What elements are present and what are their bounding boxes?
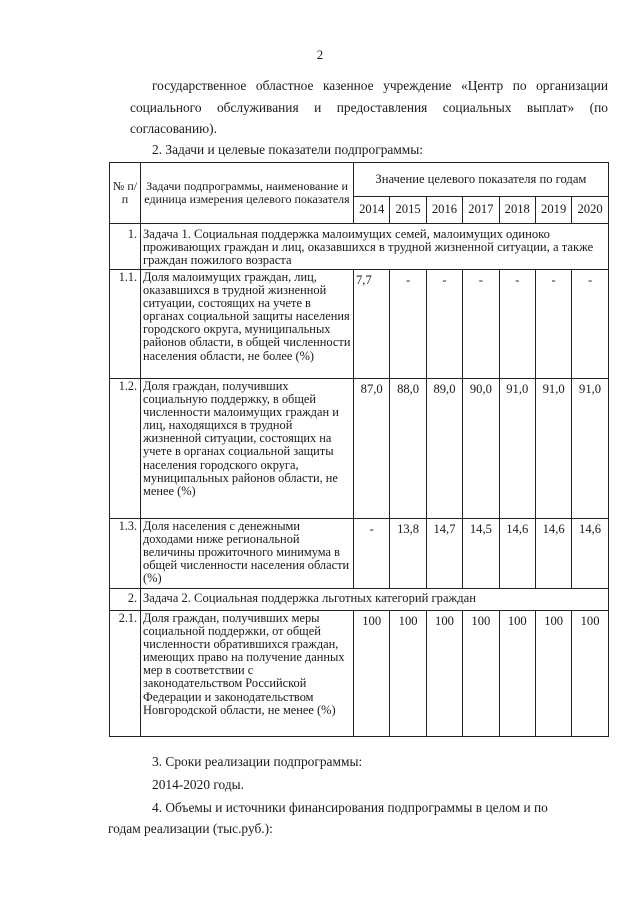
indicator-text: Доля малоимущих граждан, лиц, оказавшихся в трудной жизненной ситуации, состоящих на учете в органах социальной защиты населения городского округа, муниципальных районов области, в общей численности населения области, не более (%)	[141, 270, 354, 379]
year-header: 2014	[354, 197, 390, 224]
indicator-value: -	[463, 270, 499, 379]
indicator-value: 100	[354, 611, 390, 737]
table-row-indicator-1-1	[110, 270, 609, 379]
indicator-value: -	[572, 270, 608, 379]
indicator-value: -	[354, 519, 390, 589]
year-header: 2020	[572, 197, 608, 224]
indicator-value: 88,0	[390, 379, 426, 519]
row-number: 2.	[110, 589, 141, 611]
indicator-value: 89,0	[426, 379, 462, 519]
section-3-heading: 3. Сроки реализации подпрограммы:	[152, 754, 363, 769]
indicator-value: 14,6	[499, 519, 535, 589]
indicator-value: 7,7	[354, 270, 390, 379]
indicator-value: 100	[535, 611, 571, 737]
indicator-value: 14,6	[535, 519, 571, 589]
row-number: 1.2.	[110, 379, 141, 519]
section-3-value: 2014-2020 годы.	[152, 777, 244, 792]
task-text: Задача 1. Социальная поддержка малоимущих семей, малоимущих одиноко проживающих граждан и лиц, оказавшихся в трудной жизненной ситуации, а также граждан пожилого возраста	[141, 224, 609, 270]
header-target-value: Значение целевого показателя по годам	[354, 163, 609, 197]
indicator-value: 91,0	[535, 379, 571, 519]
year-header: 2018	[499, 197, 535, 224]
section-4-heading-continued: годам реализации (тыс.руб.):	[108, 821, 273, 836]
section-4-heading: 4. Объемы и источники финансирования подпрограммы в целом и по	[152, 800, 548, 815]
indicator-value: 87,0	[354, 379, 390, 519]
indicator-value: 90,0	[463, 379, 499, 519]
indicator-value: 14,5	[463, 519, 499, 589]
table-row-indicator-2-1	[110, 611, 609, 737]
indicator-value: 91,0	[572, 379, 608, 519]
indicator-value: -	[499, 270, 535, 379]
indicator-value: 100	[499, 611, 535, 737]
year-header: 2015	[390, 197, 426, 224]
table-row-task-1	[110, 224, 609, 270]
table-row-task-2	[110, 589, 609, 611]
row-number: 1.	[110, 224, 141, 270]
header-number: № п/п	[110, 163, 141, 224]
indicator-text: Доля граждан, получивших социальную поддержку, в общей численности малоимущих граждан и лиц, находящихся в трудной жизненной ситуации, состоящих на учете в органах социальной защиты населения городского округа, муниципальных районов области, не менее (%)	[141, 379, 354, 519]
indicator-text: Доля населения с денежными доходами ниже региональной величины прожиточного минимума в общей численности населения области (%)	[141, 519, 354, 589]
indicator-value: -	[426, 270, 462, 379]
indicator-value: 100	[463, 611, 499, 737]
indicator-value: 13,8	[390, 519, 426, 589]
indicator-value: 14,7	[426, 519, 462, 589]
year-header: 2019	[535, 197, 571, 224]
header-task: Задачи подпрограммы, наименование и единица измерения целевого показателя	[141, 163, 354, 224]
indicator-value: -	[390, 270, 426, 379]
row-number: 2.1.	[110, 611, 141, 737]
goals-table	[109, 162, 609, 737]
intro-paragraph: государственное областное казенное учреждение «Центр по организации социального обслуживания и предоставления социальных выплат» (по согласованию).	[130, 78, 608, 136]
table-row-indicator-1-3	[110, 519, 609, 589]
indicator-value: 100	[426, 611, 462, 737]
row-number: 1.1.	[110, 270, 141, 379]
section-2-heading: 2. Задачи и целевые показатели подпрограммы:	[152, 142, 423, 157]
indicator-value: 91,0	[499, 379, 535, 519]
indicator-value: 100	[390, 611, 426, 737]
table-row-indicator-1-2	[110, 379, 609, 519]
row-number: 1.3.	[110, 519, 141, 589]
year-header: 2016	[426, 197, 462, 224]
year-header: 2017	[463, 197, 499, 224]
indicator-text: Доля граждан, получивших меры социальной поддержки, от общей численности обратившихся граждан, имеющих право на получение данных мер в соответствии с законодательством Российской Федерации и законодательством Новгородской области, не менее (%)	[141, 611, 354, 737]
indicator-value: 100	[572, 611, 608, 737]
indicator-value: 14,6	[572, 519, 608, 589]
page-number: 2	[316, 47, 324, 62]
task-text: Задача 2. Социальная поддержка льготных категорий граждан	[141, 589, 609, 611]
indicator-value: -	[535, 270, 571, 379]
